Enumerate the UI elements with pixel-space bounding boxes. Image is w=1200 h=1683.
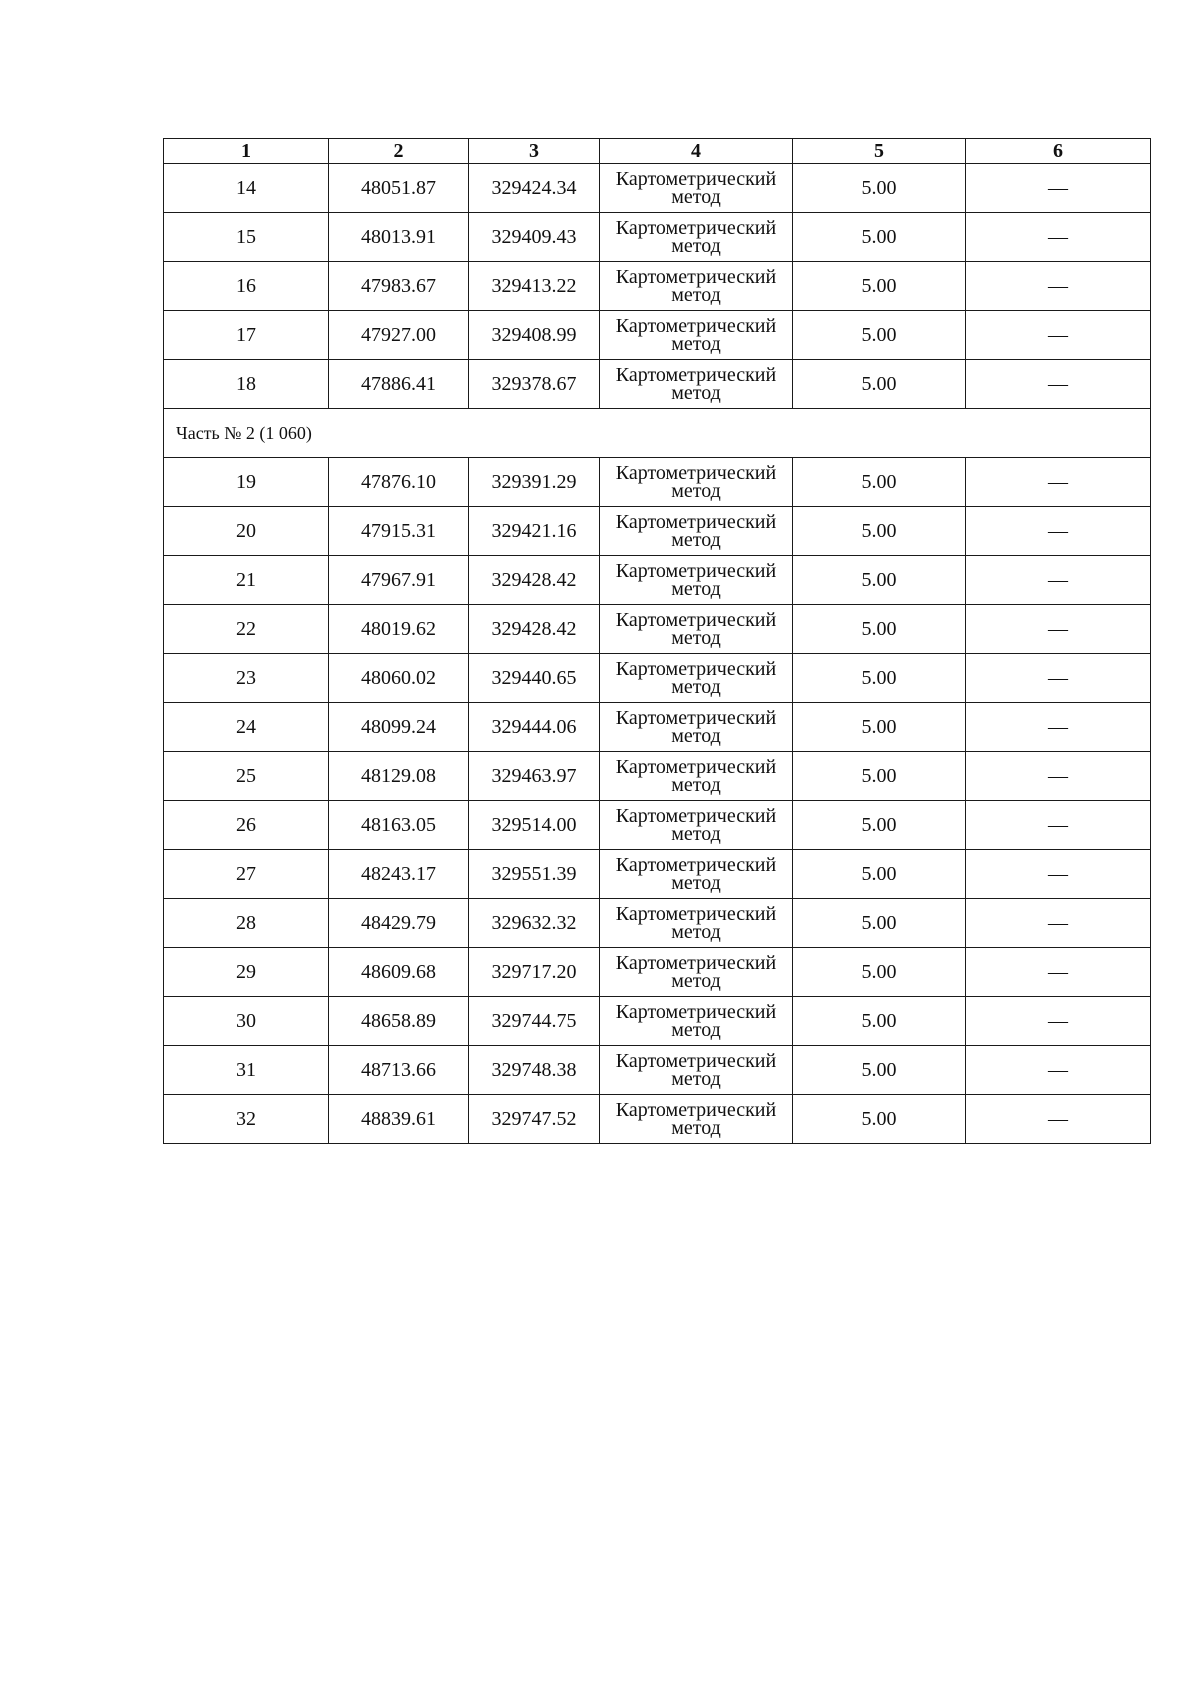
y-coordinate-cell: 329717.20 [469, 948, 600, 997]
y-coordinate-cell: 329428.42 [469, 605, 600, 654]
table-row [164, 458, 1151, 507]
description-cell: — [966, 654, 1151, 703]
accuracy-cell: 5.00 [793, 948, 966, 997]
method-line-2: метод [671, 186, 721, 208]
table-row [164, 164, 1151, 213]
method-line-1: Картометрический [615, 1099, 777, 1121]
accuracy-cell: 5.00 [793, 850, 966, 899]
method-cell [600, 213, 793, 262]
description-cell: — [966, 752, 1151, 801]
description-cell: — [966, 899, 1151, 948]
header-col-4: 4 [600, 139, 793, 164]
x-coordinate-cell: 48713.66 [329, 1046, 469, 1095]
method-line-1: Картометрический [615, 315, 777, 337]
y-coordinate-cell: 329424.34 [469, 164, 600, 213]
y-coordinate-cell: 329408.99 [469, 311, 600, 360]
accuracy-cell: 5.00 [793, 213, 966, 262]
table-row [164, 997, 1151, 1046]
description-cell: — [966, 997, 1151, 1046]
method-line-2: метод [671, 921, 721, 943]
y-coordinate-cell: 329748.38 [469, 1046, 600, 1095]
point-number-cell: 27 [164, 850, 329, 899]
x-coordinate-cell: 48060.02 [329, 654, 469, 703]
table-row [164, 948, 1151, 997]
x-coordinate-cell: 47967.91 [329, 556, 469, 605]
description-cell: — [966, 1095, 1151, 1144]
accuracy-cell: 5.00 [793, 262, 966, 311]
method-cell [600, 360, 793, 409]
method-line-1: Картометрический [615, 805, 777, 827]
x-coordinate-cell: 47915.31 [329, 507, 469, 556]
point-number-cell: 32 [164, 1095, 329, 1144]
x-coordinate-cell: 48839.61 [329, 1095, 469, 1144]
method-line-1: Картометрический [615, 1050, 777, 1072]
x-coordinate-cell: 48013.91 [329, 213, 469, 262]
accuracy-cell: 5.00 [793, 556, 966, 605]
coordinates-table [163, 138, 1151, 1144]
accuracy-cell: 5.00 [793, 311, 966, 360]
accuracy-cell: 5.00 [793, 1095, 966, 1144]
y-coordinate-cell: 329413.22 [469, 262, 600, 311]
method-line-2: метод [671, 676, 721, 698]
accuracy-cell: 5.00 [793, 654, 966, 703]
method-line-1: Картометрический [615, 560, 777, 582]
y-coordinate-cell: 329444.06 [469, 703, 600, 752]
point-number-cell: 14 [164, 164, 329, 213]
accuracy-cell: 5.00 [793, 605, 966, 654]
method-cell [600, 262, 793, 311]
point-number-cell: 24 [164, 703, 329, 752]
description-cell: — [966, 1046, 1151, 1095]
header-col-2: 2 [329, 139, 469, 164]
method-line-2: метод [671, 872, 721, 894]
method-line-2: метод [671, 333, 721, 355]
x-coordinate-cell: 48658.89 [329, 997, 469, 1046]
header-col-1: 1 [164, 139, 329, 164]
point-number-cell: 22 [164, 605, 329, 654]
method-line-1: Картометрический [615, 364, 777, 386]
method-line-1: Картометрический [615, 707, 777, 729]
table-header-row [164, 139, 1151, 164]
x-coordinate-cell: 48051.87 [329, 164, 469, 213]
method-line-2: метод [671, 627, 721, 649]
method-cell [600, 801, 793, 850]
accuracy-cell: 5.00 [793, 801, 966, 850]
header-col-3: 3 [469, 139, 600, 164]
method-line-2: метод [671, 382, 721, 404]
point-number-cell: 23 [164, 654, 329, 703]
method-line-1: Картометрический [615, 266, 777, 288]
method-cell [600, 1095, 793, 1144]
table-row [164, 850, 1151, 899]
method-line-1: Картометрический [615, 756, 777, 778]
point-number-cell: 28 [164, 899, 329, 948]
point-number-cell: 19 [164, 458, 329, 507]
description-cell: — [966, 948, 1151, 997]
method-line-2: метод [671, 235, 721, 257]
method-cell [600, 556, 793, 605]
y-coordinate-cell: 329632.32 [469, 899, 600, 948]
x-coordinate-cell: 48243.17 [329, 850, 469, 899]
x-coordinate-cell: 48129.08 [329, 752, 469, 801]
point-number-cell: 21 [164, 556, 329, 605]
y-coordinate-cell: 329514.00 [469, 801, 600, 850]
method-line-2: метод [671, 1019, 721, 1041]
y-coordinate-cell: 329744.75 [469, 997, 600, 1046]
method-line-1: Картометрический [615, 854, 777, 876]
method-line-1: Картометрический [615, 511, 777, 533]
table-row [164, 1095, 1151, 1144]
method-cell [600, 1046, 793, 1095]
table-row [164, 1046, 1151, 1095]
method-line-2: метод [671, 970, 721, 992]
method-line-2: метод [671, 284, 721, 306]
description-cell: — [966, 262, 1151, 311]
description-cell: — [966, 213, 1151, 262]
accuracy-cell: 5.00 [793, 997, 966, 1046]
accuracy-cell: 5.00 [793, 360, 966, 409]
table-row [164, 556, 1151, 605]
method-line-1: Картометрический [615, 462, 777, 484]
x-coordinate-cell: 47886.41 [329, 360, 469, 409]
description-cell: — [966, 311, 1151, 360]
table-row [164, 899, 1151, 948]
description-cell: — [966, 556, 1151, 605]
x-coordinate-cell: 48609.68 [329, 948, 469, 997]
table-row [164, 507, 1151, 556]
point-number-cell: 16 [164, 262, 329, 311]
method-line-2: метод [671, 578, 721, 600]
x-coordinate-cell: 48099.24 [329, 703, 469, 752]
y-coordinate-cell: 329421.16 [469, 507, 600, 556]
method-cell [600, 164, 793, 213]
accuracy-cell: 5.00 [793, 752, 966, 801]
description-cell: — [966, 850, 1151, 899]
point-number-cell: 26 [164, 801, 329, 850]
method-line-1: Картометрический [615, 952, 777, 974]
y-coordinate-cell: 329391.29 [469, 458, 600, 507]
method-line-2: метод [671, 823, 721, 845]
method-cell [600, 997, 793, 1046]
description-cell: — [966, 458, 1151, 507]
x-coordinate-cell: 47876.10 [329, 458, 469, 507]
y-coordinate-cell: 329463.97 [469, 752, 600, 801]
table-row [164, 262, 1151, 311]
method-cell [600, 752, 793, 801]
table-row [164, 311, 1151, 360]
method-cell [600, 899, 793, 948]
method-line-2: метод [671, 1117, 721, 1139]
description-cell: — [966, 360, 1151, 409]
description-cell: — [966, 703, 1151, 752]
accuracy-cell: 5.00 [793, 703, 966, 752]
table-row [164, 801, 1151, 850]
method-line-1: Картометрический [615, 609, 777, 631]
point-number-cell: 15 [164, 213, 329, 262]
section-row [164, 409, 1151, 458]
table-row [164, 752, 1151, 801]
y-coordinate-cell: 329551.39 [469, 850, 600, 899]
method-cell [600, 311, 793, 360]
method-line-2: метод [671, 529, 721, 551]
description-cell: — [966, 801, 1151, 850]
method-cell [600, 458, 793, 507]
point-number-cell: 25 [164, 752, 329, 801]
method-cell [600, 507, 793, 556]
table-row [164, 605, 1151, 654]
x-coordinate-cell: 47927.00 [329, 311, 469, 360]
method-line-2: метод [671, 1068, 721, 1090]
point-number-cell: 20 [164, 507, 329, 556]
method-cell [600, 948, 793, 997]
point-number-cell: 30 [164, 997, 329, 1046]
x-coordinate-cell: 48019.62 [329, 605, 469, 654]
point-number-cell: 31 [164, 1046, 329, 1095]
table-body [164, 164, 1151, 1144]
description-cell: — [966, 507, 1151, 556]
accuracy-cell: 5.00 [793, 458, 966, 507]
method-line-1: Картометрический [615, 658, 777, 680]
y-coordinate-cell: 329747.52 [469, 1095, 600, 1144]
y-coordinate-cell: 329409.43 [469, 213, 600, 262]
method-cell [600, 654, 793, 703]
method-cell [600, 850, 793, 899]
x-coordinate-cell: 48163.05 [329, 801, 469, 850]
header-col-6: 6 [966, 139, 1151, 164]
method-cell [600, 605, 793, 654]
accuracy-cell: 5.00 [793, 164, 966, 213]
y-coordinate-cell: 329440.65 [469, 654, 600, 703]
point-number-cell: 17 [164, 311, 329, 360]
method-line-2: метод [671, 480, 721, 502]
method-line-1: Картометрический [615, 903, 777, 925]
method-line-1: Картометрический [615, 217, 777, 239]
accuracy-cell: 5.00 [793, 899, 966, 948]
accuracy-cell: 5.00 [793, 1046, 966, 1095]
table-row [164, 654, 1151, 703]
table-row [164, 360, 1151, 409]
x-coordinate-cell: 48429.79 [329, 899, 469, 948]
description-cell: — [966, 605, 1151, 654]
section-label: Часть № 2 (1 060) [164, 409, 1151, 458]
method-line-2: метод [671, 774, 721, 796]
method-line-2: метод [671, 725, 721, 747]
method-line-1: Картометрический [615, 1001, 777, 1023]
description-cell: — [966, 164, 1151, 213]
y-coordinate-cell: 329378.67 [469, 360, 600, 409]
x-coordinate-cell: 47983.67 [329, 262, 469, 311]
table-row [164, 213, 1151, 262]
accuracy-cell: 5.00 [793, 507, 966, 556]
table-row [164, 703, 1151, 752]
method-line-1: Картометрический [615, 168, 777, 190]
method-cell [600, 703, 793, 752]
header-col-5: 5 [793, 139, 966, 164]
y-coordinate-cell: 329428.42 [469, 556, 600, 605]
point-number-cell: 29 [164, 948, 329, 997]
point-number-cell: 18 [164, 360, 329, 409]
